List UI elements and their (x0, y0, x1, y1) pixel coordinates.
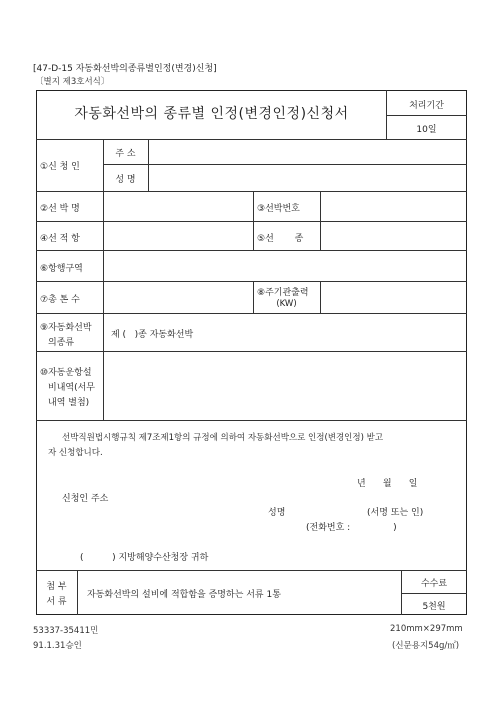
divider (148, 139, 149, 191)
engine-output-field[interactable] (323, 284, 465, 311)
gross-tonnage-field[interactable] (106, 284, 251, 311)
applicant-label: ①신 청 인 (40, 162, 80, 172)
divider (386, 115, 467, 116)
processing-period-label: 처리기간 (409, 101, 444, 111)
ship-number-field[interactable] (323, 194, 465, 219)
divider (36, 191, 467, 192)
category-value: 제 ( )종 자동화선박 (111, 330, 194, 340)
equipment-label-3: 내역 별첨) (48, 398, 90, 408)
signature-label: (서명 또는 인) (367, 508, 424, 518)
footer-paper-type: (신문용지54g/㎡) (392, 641, 460, 651)
category-label: ⑨자동화선박 (40, 323, 92, 333)
applicant-name-label: 성명 (268, 508, 286, 518)
divider (36, 281, 467, 282)
fee-label: 수수료 (420, 579, 448, 589)
divider (320, 191, 321, 250)
ship-number-label: ③선박번호 (257, 204, 300, 214)
fee-value: 5천원 (422, 602, 446, 612)
home-port-label: ④선 적 항 (40, 234, 80, 244)
divider (36, 250, 467, 251)
navigation-area-field[interactable] (106, 253, 465, 279)
ship-name-label: ②선 박 명 (40, 204, 80, 214)
statement-line-2: 자 신청합니다. (48, 448, 103, 458)
divider (36, 221, 467, 222)
divider (36, 351, 467, 352)
phone-label: (전화번호 : ) (306, 523, 397, 533)
ship-type-field[interactable] (323, 224, 465, 248)
statement-line-1: 선박직원법시행규칙 제7조제1항의 규정에 의하여 자동화선박으로 인정(변경인정) 받고 (62, 433, 384, 443)
divider (77, 570, 78, 615)
name-field[interactable] (150, 167, 466, 189)
attachments-label: 첨 부 (46, 582, 67, 592)
equipment-field[interactable] (106, 354, 465, 418)
attachments-label-2: 서 류 (46, 597, 67, 607)
category-label-2: 의종류 (48, 338, 75, 348)
navigation-area-label: ⑥항행구역 (40, 264, 83, 274)
divider (36, 570, 467, 571)
divider (253, 191, 254, 250)
form-code: [47-D-15 자동화선박의종류별인정(변경)신청] (33, 64, 217, 74)
address-label: 주 소 (115, 149, 136, 159)
applicant-address-label: 신청인 주소 (62, 494, 109, 504)
engine-output-unit: (KW) (276, 299, 297, 309)
ship-name-field[interactable] (106, 194, 251, 219)
footer-approval: 91.1.31승인 (33, 641, 82, 651)
engine-output-label: ⑧주기관출력 (257, 288, 309, 298)
equipment-label-2: 비내역(서무 (48, 383, 95, 393)
ship-type-label: ⑤선 종 (257, 234, 304, 244)
divider (103, 164, 467, 165)
attachments-content: 자동화선박의 설비에 적합함을 증명하는 서류 1통 (87, 590, 281, 600)
processing-period-value: 10일 (416, 125, 437, 135)
divider (401, 593, 467, 594)
address-field[interactable] (150, 144, 466, 163)
divider (320, 281, 321, 313)
footer-paper-size: 210mm×297mm (390, 624, 463, 634)
home-port-field[interactable] (106, 224, 251, 248)
divider (36, 313, 467, 314)
name-label: 성 명 (115, 175, 136, 185)
divider (36, 139, 467, 140)
application-date: 년 월 일 (357, 479, 418, 489)
gross-tonnage-label: ⑦총 톤 수 (40, 295, 80, 305)
recipient-label: ( ) 지방해양수산청장 귀하 (80, 553, 209, 563)
form-title: 자동화선박의 종류별 인정(변경인정)신청서 (74, 106, 349, 122)
divider (36, 420, 467, 421)
equipment-label: ⑩자동운항설 (40, 368, 92, 378)
footer-form-number: 53337-35411민 (33, 626, 99, 636)
attachment-label: 〔별지 제3호서식〕 (35, 77, 110, 87)
